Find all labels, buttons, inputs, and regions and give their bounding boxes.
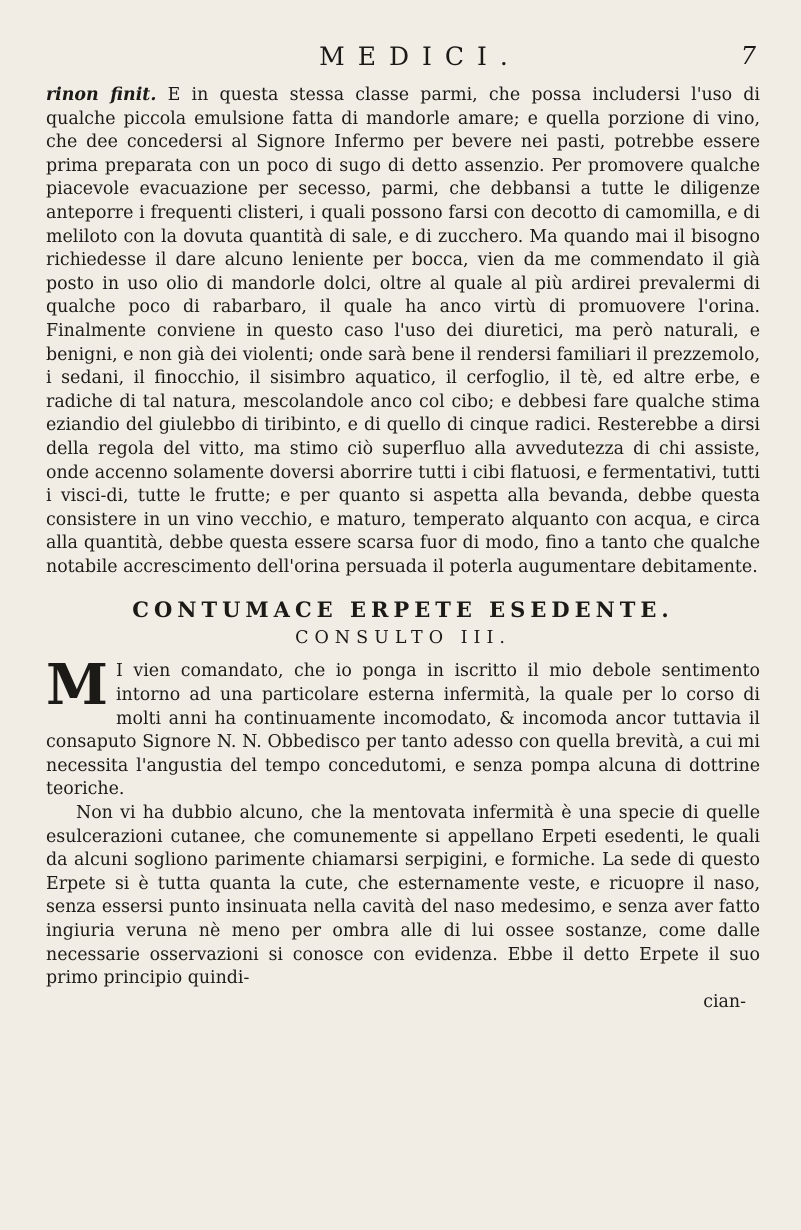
book-page [46, 38, 760, 1014]
running-title: MEDICI. [319, 42, 521, 71]
paragraph-continuation [46, 84, 760, 579]
drop-cap: M [46, 652, 108, 719]
paragraph-lead-in: rinon finit. [46, 85, 157, 105]
catchword: cian- [703, 991, 746, 1012]
section-subtitle: CONSULTO III. [295, 628, 511, 649]
paragraph-text: E in questa stessa classe parmi, che possa includersi l'uso di qualche piccola emulsione fatta di mandorle amare; e quella porzione di vino, che dee concedersi al Signore Infermo per bevere nei pasti, potrebbe essere prima preparata con un poco di sugo di detto assenzio. Per promovere qualche piacevole evacuazione per secesso, parmi, che debbansi a tutte le diligenze anteporre i frequenti clisteri, i quali possono farsi con decotto di camomilla, e di meliloto con la dovuta quantità di sale, e di zucchero. Ma quando mai il bisogno richiedesse il dare alcuno leniente per bocca, vien da me commendato il già posto in uso olio di mandorle dolci, oltre al quale al più ardirei prevalermi di qualche poco di rabarbaro, il quale ha anco virtù di promuovere l'orina. Finalmente conviene in questo caso l'uso dei diuretici, ma però naturali, e benigni, e non già dei violenti; onde sarà bene il rendersi familiari il prezzemolo, i sedani, il finocchio, il sisimbro aquatico, il cerfoglio, il tè, ed altre erbe, e radiche di tal natura, mescolandole anco col cibo; e debbesi fare qualche stima eziandio del giulebbo di tiribinto, e di quello di cinque radici. Resterebbe a dirsi della regola del vitto, ma stimo ciò superfluo alla avvedutezza di chi assiste, onde accenno solamente doversi aborrire tutti i cibi flatuosi, e fermentativi, tutti i visci-di, tutte le frutte; e per quanto si aspetta alla bevanda, debbe questa consistere in un vino vecchio, e maturo, temperato alquanto con acqua, e circa alla quantità, debbe questa essere scarsa fuor di modo, fino a tanto che qualche notabile accrescimento dell'orina persuada il poterla augumentare debitamente. [46, 85, 760, 577]
paragraph-opening [46, 652, 760, 802]
section-title: CONTUMACE ERPETE ESEDENTE. [132, 597, 674, 623]
paragraph-text: I vien comandato, che io ponga in iscritto il mio debole sentimento intorno ad una particolare esterna infermità, la quale per lo corso di molti anni ha continuamente incomodato, & incomoda ancor tuttavia il consaputo Signore N. N. Obbedisco per tanto adesso con quella brevità, a cui mi necessita l'angustia del tempo concedutomi, e senza pompa alcuna di dottrine teoriche. [46, 661, 760, 800]
running-head [46, 38, 760, 78]
page-number: 7 [740, 42, 756, 70]
paragraph-body: Non vi ha dubbio alcuno, che la mentovata infermità è una specie di quelle esulcerazioni cutanee, che comunemente si appellano Erpeti esedenti, le quali da alcuni sogliono parimente chiamarsi serpigini, e formiche. La sede di questo Erpete si è tutta quanta la cute, che esternamente veste, e ricuopre il naso, senza essersi punto insinuata nella cavità del naso medesimo, e senza aver fatto ingiuria veruna nè meno per ombra alle di lui ossee sostanze, come dalle necessarie osservazioni si conosce con evidenza. Ebbe il detto Erpete il suo primo principio quindi- [46, 803, 760, 989]
